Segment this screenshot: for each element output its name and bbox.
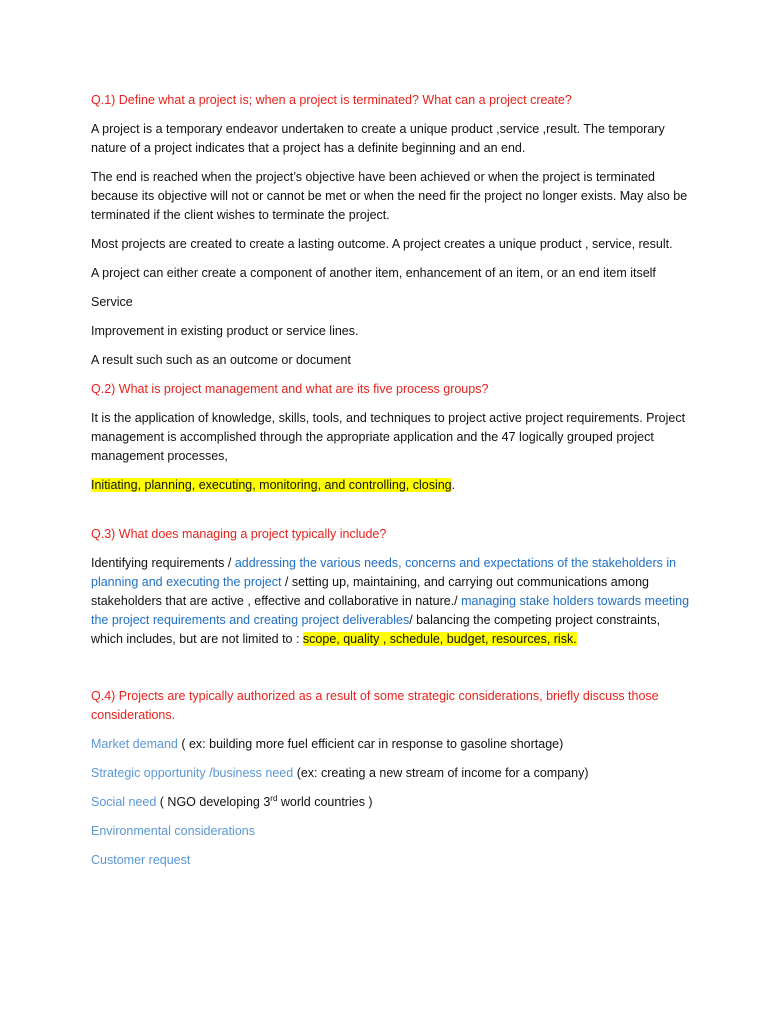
q4-item-3-term: Social need: [91, 795, 157, 809]
q3-segment-1: Identifying requirements /: [91, 556, 235, 570]
q4-item-strategic-opportunity: [91, 764, 691, 783]
q1-answer-improvement: Improvement in existing product or service lines.: [91, 324, 359, 338]
document-page: [91, 91, 691, 880]
q4-item-environmental: Environmental considerations: [91, 824, 255, 838]
q4-item-social-need: [91, 793, 691, 812]
q2-process-groups: [91, 476, 691, 495]
q1-answer-paragraph-4: A project can either create a component of another item, enhancement of an item, or an end item itself: [91, 266, 656, 280]
q4-item-customer-request: Customer request: [91, 853, 191, 867]
q1-answer-result: A result such such as an outcome or document: [91, 353, 351, 367]
q3-segment-3: / setting up, maintaining, and carrying out communications among stakeholders that are active , effective and collaborative in nature./: [91, 575, 649, 608]
q3-segment-2: addressing the various needs, concerns and expectations of the stakeholders in planning and executing the project: [91, 556, 677, 589]
process-groups-period: .: [451, 478, 456, 492]
process-groups-highlight: Initiating, planning, executing, monitoring, and controlling, closing: [91, 478, 452, 492]
q4-item-3-desc-b: world countries ): [277, 795, 373, 809]
q1-answer-paragraph-2: The end is reached when the project’s objective have been achieved or when the project is terminated because its objective will not or cannot be met or when the need fir the project no longer exists. May also be terminated if the client wishes to terminate the project.: [91, 170, 688, 222]
q3-segment-4: managing stake holders towards meeting the project requirements and creating project deliverables: [91, 594, 690, 627]
question-4: Q.4) Projects are typically authorized as a result of some strategic considerations, briefly discuss those considerations.: [91, 689, 659, 722]
q4-item-2-term: Strategic opportunity /business need: [91, 766, 294, 780]
q4-item-market-demand: [91, 735, 691, 754]
q3-segment-5: / balancing the competing project constraints, which includes, but are not limited to :: [91, 613, 661, 646]
question-2: Q.2) What is project management and what are its five process groups?: [91, 382, 489, 396]
question-1: Q.1) Define what a project is; when a project is terminated? What can a project create?: [91, 93, 572, 107]
q1-answer-paragraph-1: A project is a temporary endeavor undertaken to create a unique product ,service ,result. The temporary nature of a project indicates that a project has a definite beginning and an end.: [91, 122, 665, 155]
q4-item-1-desc: ( ex: building more fuel efficient car in response to gasoline shortage): [177, 737, 564, 751]
question-3: Q.3) What does managing a project typically include?: [91, 527, 387, 541]
q3-constraints-highlight: scope, quality , schedule, budget, resources, risk.: [302, 632, 577, 646]
q2-answer-paragraph-1: It is the application of knowledge, skills, tools, and techniques to project active project requirements. Project management is accomplished through the appropriate application and the 47 logically grouped project management processes,: [91, 411, 686, 463]
q4-item-2-desc: (ex: creating a new stream of income for a company): [293, 766, 589, 780]
q1-answer-paragraph-3: Most projects are created to create a lasting outcome. A project creates a unique product , service, result.: [91, 237, 673, 251]
q3-answer: [91, 554, 691, 649]
q4-item-3-sup: rd: [270, 793, 278, 803]
q1-answer-service: Service: [91, 295, 133, 309]
q4-item-1-term: Market demand: [91, 737, 178, 751]
q4-item-3-desc-a: ( NGO developing 3: [156, 795, 271, 809]
